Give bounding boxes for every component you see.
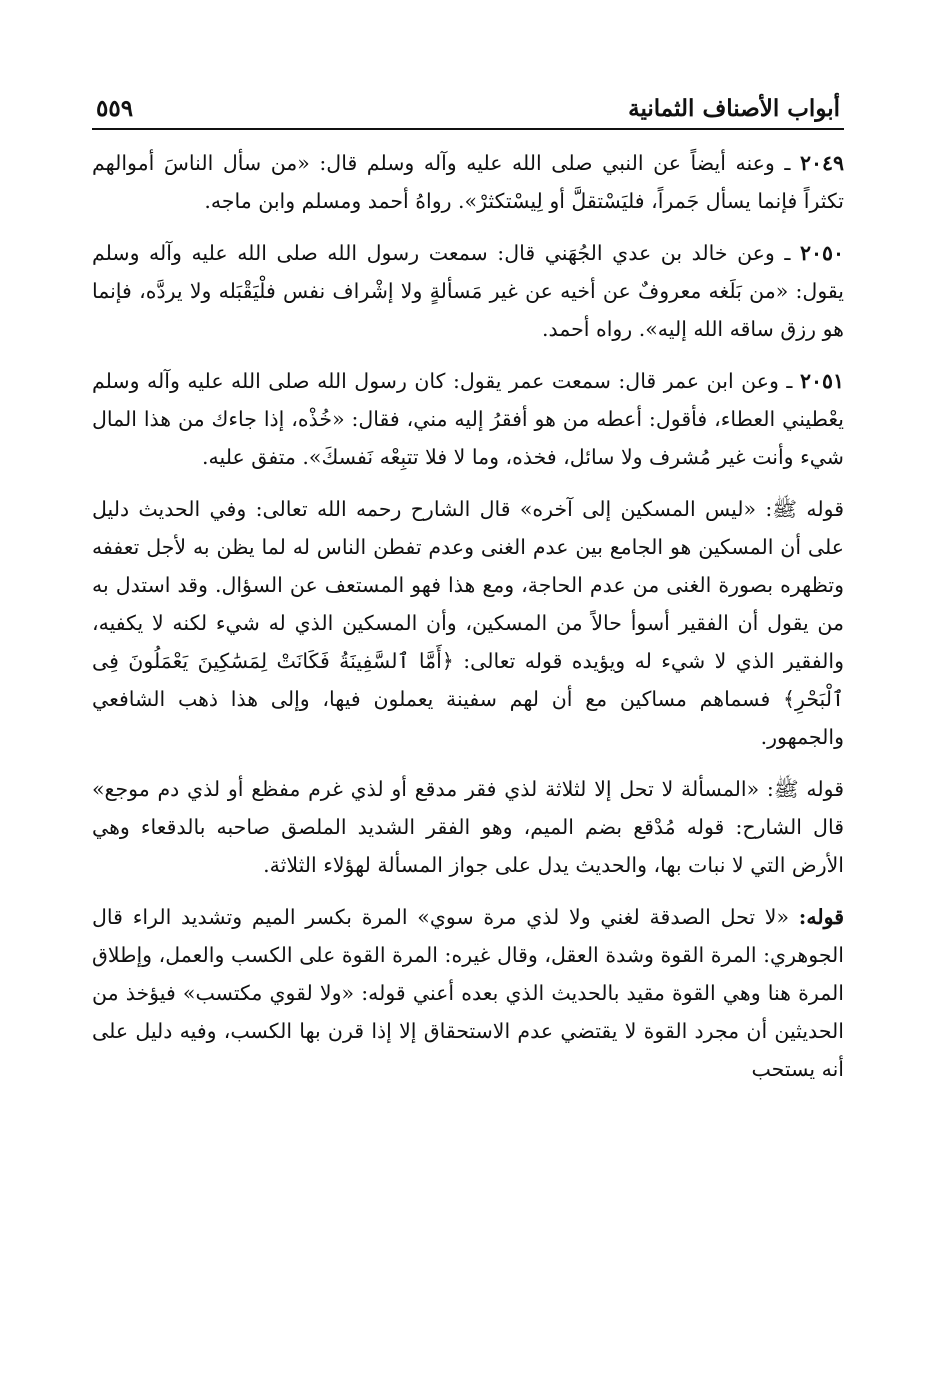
commentary-text: قوله ﷺ: «ليس المسكين إلى آخره» قال الشارح رحمه الله تعالى: وفي الحديث دليل على أن المسكين هو الجامع بين عدم الغنى وعدم تفطن الناس له لما يظن به لأجل تعففه وتظهره بصورة الغنى من عدم الحاجة، ومع هذا فهو المستعف عن السؤال. وقد استدل به من يقول أن الفقير أسوأ حالاً من المسكين، وأن المسكين الذي له شيء لكنه لا يكفيه، والفقير الذي لا شيء له ويؤيده قوله تعالى: ﴿أَمَّا ٱلسَّفِينَةُ فَكَانَتْ لِمَسَٰكِينَ يَعْمَلُونَ فِى ٱلْبَحْرِ﴾ فسماهم مساكين مع أن لهم سفينة يعملون فيها، وإلى هذا ذهب الشافعي والجمهور. (92, 497, 844, 749)
hadith-number: ٢٠٤٩ (799, 151, 844, 175)
commentary-masala (92, 770, 844, 884)
hadith-2050 (92, 234, 844, 348)
page-number: ٥٥٩ (96, 95, 134, 122)
book-page (92, 70, 844, 1102)
commentary-lead: قوله: (798, 905, 844, 929)
page-content (92, 130, 844, 1088)
commentary-mirra (92, 898, 844, 1088)
commentary-miskin (92, 490, 844, 756)
hadith-text: ـ وعن خالد بن عدي الجُهَني قال: سمعت رسول الله صلى الله عليه وآله وسلم يقول: «من بَلَغه معروفٌ عن أخيه عن غير مَسألةٍ ولا إشْراف نفس فلْيَقْبَله ولا يردَّه، فإنما هو رزق ساقه الله إليه». رواه أحمد. (92, 241, 844, 341)
hadith-text: ـ وعن ابن عمر قال: سمعت عمر يقول: كان رسول الله صلى الله عليه وآله وسلم يعْطيني العطاء، فأقول: أعطه من هو أفقرُ إليه مني، فقال: «خُذْه، إذا جاءك من هذا المال شيء وأنت غير مُشرف ولا سائل، فخذه، وما لا فلا تتبِعْه نَفسكَ». متفق عليه. (92, 369, 844, 469)
hadith-number: ٢٠٥١ (799, 369, 844, 393)
hadith-text: ـ وعنه أيضاً عن النبي صلى الله عليه وآله وسلم قال: «من سأل الناسَ أموالهم تكثراً فإنما يسأل جَمراً، فليَسْتقلَّ أو لِيسْتكثرْ». رواهُ أحمد ومسلم وابن ماجه. (92, 151, 844, 213)
chapter-title: أبواب الأصناف الثمانية (628, 95, 840, 122)
hadith-number: ٢٠٥٠ (799, 241, 844, 265)
hadith-2049 (92, 144, 844, 220)
hadith-2051 (92, 362, 844, 476)
running-header (92, 70, 844, 130)
commentary-text: قوله ﷺ: «المسألة لا تحل إلا لثلاثة لذي فقر مدقع أو لذي غرم مفظع أو لذي دم موجع» قال الشارح: قوله مُدْقع بضم الميم، وهو الفقر الشديد الملصق صاحبه بالدقعاء وهي الأرض التي لا نبات بها، والحديث يدل على جواز المسألة لهؤلاء الثلاثة. (92, 777, 844, 877)
commentary-text: «لا تحل الصدقة لغني ولا لذي مرة سوي» المرة بكسر الميم وتشديد الراء قال الجوهري: المرة القوة وشدة العقل، وقال غيره: المرة القوة على الكسب والعمل، وإطلاق المرة هنا وهي القوة مقيد بالحديث الذي بعده أعني قوله: «ولا لقوي مكتسب» فيؤخذ من الحديثين أن مجرد القوة لا يقتضي عدم الاستحقاق إلا إذا قرن بها الكسب، وفيه دليل على أنه يستحب (92, 905, 844, 1081)
